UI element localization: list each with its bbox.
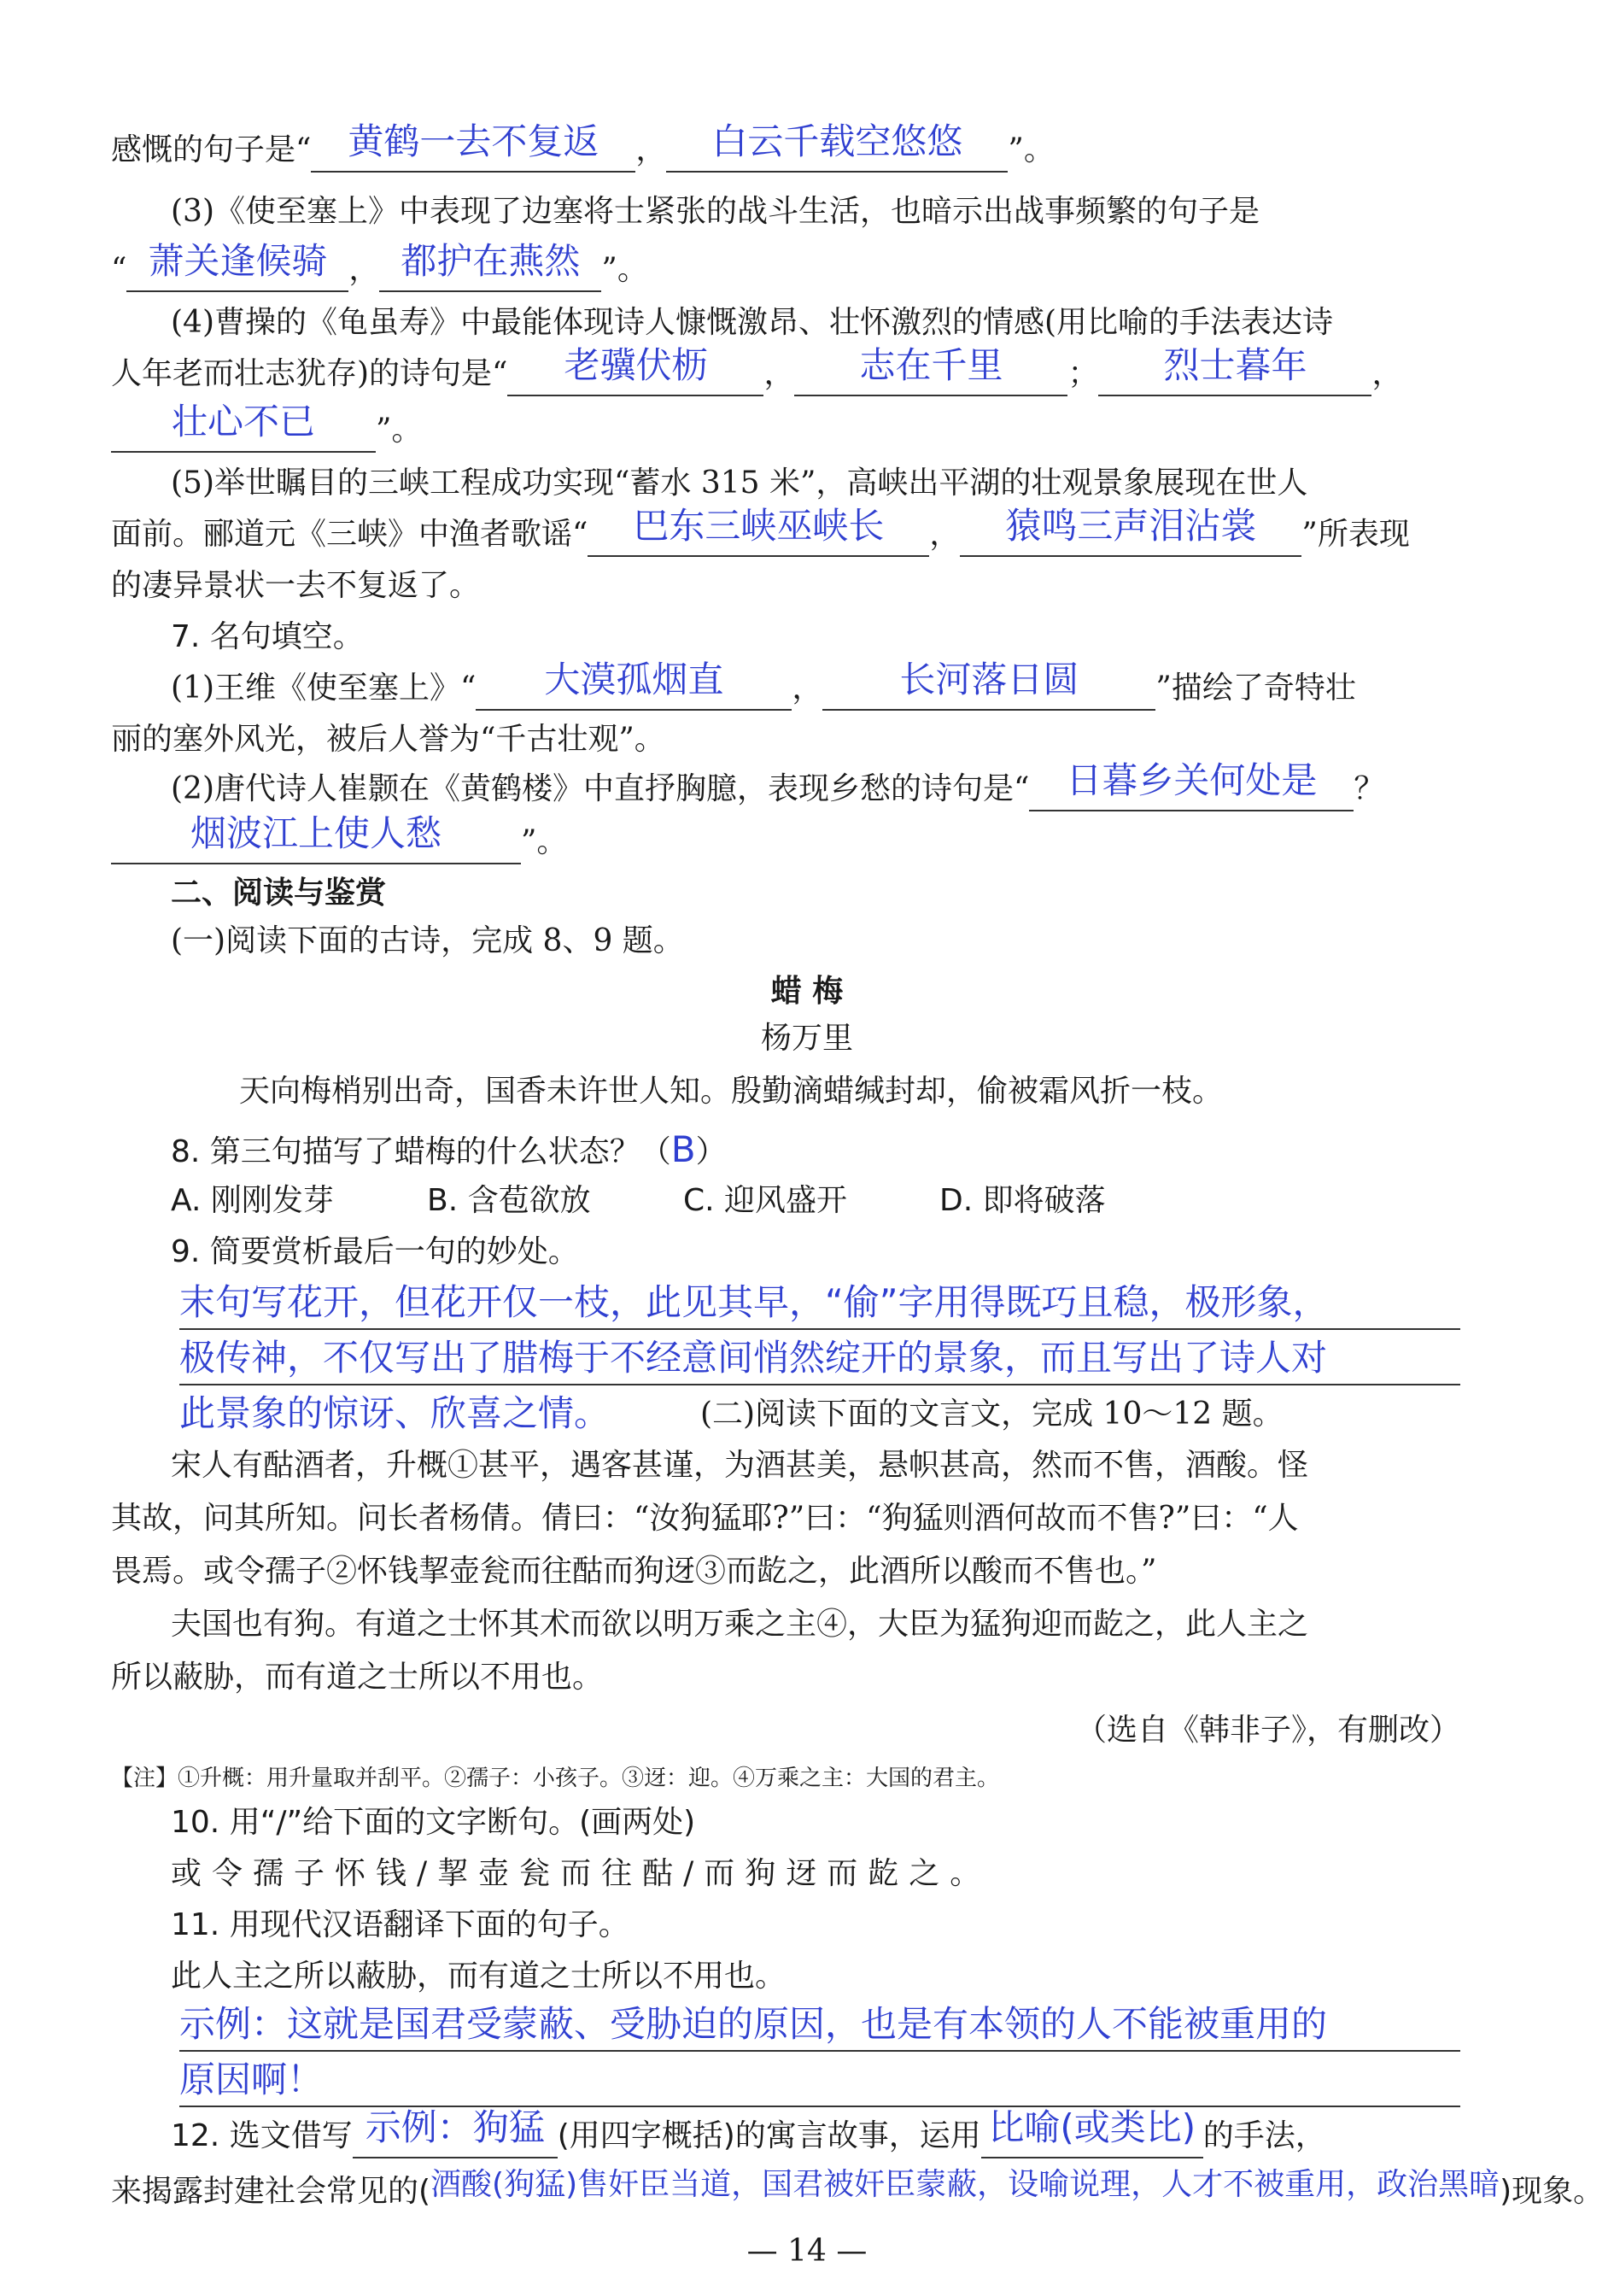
answer-blank: 壮心不已 <box>111 408 376 453</box>
answer-blank: 老骥伏枥 <box>507 352 763 396</box>
section-title: 二、阅读与鉴赏 <box>171 876 387 911</box>
q6-s4-text: (4)曹操的《龟虽寿》中最能体现诗人慷慨激昂、壮怀激烈的情感(用比喻的手法表达诗 <box>171 305 1334 340</box>
answer-blank: 萧关逢候骑 <box>126 248 348 292</box>
q6-s3-text: (3)《使至塞上》中表现了边塞将士紧张的战斗生活，也暗示出战事频繁的句子是 <box>171 194 1260 229</box>
q8-option-a: A. 刚刚发芽 <box>171 1183 334 1218</box>
q7-s2-line2: 烟波江上使人愁 ”。 <box>111 820 1460 864</box>
q7-s2: (2)唐代诗人崔颢在《黄鹤楼》中直抒胸臆，表现乡愁的诗句是“ 日暮乡关何处是 ？ <box>171 767 1520 811</box>
answer-blank: 黄鹤一去不复返 <box>311 128 635 173</box>
passage-note: 【注】①升概：用升量取并刮平。②孺子：小孩子。③迓：迎。④万乘之主：大国的君主。 <box>111 1766 1000 1791</box>
part1-intro: (一)阅读下面的古诗，完成 8、9 题。 <box>171 923 684 958</box>
q7-s1: (1)王维《使至塞上》“ 大漠孤烟直 ， 长河落日圆 ”描绘了奇特壮 <box>171 666 1520 711</box>
q6-s4-answers-2: 壮心不已 ”。 <box>111 408 1460 453</box>
passage-source: （选自《韩非子》，有删改） <box>1075 1713 1460 1748</box>
q11-answer-line-1: 示例：这就是国君受蒙蔽、受胁迫的原因，也是有本领的人不能被重用的 <box>179 1999 1460 2052</box>
q10-stem: 10. 用“/”给下面的文字断句。(画两处) <box>171 1805 696 1840</box>
answer-blank: 猿鸣三声泪沾裳 <box>960 512 1301 557</box>
q6-s5-line3: 的凄异景状一去不复返了。 <box>111 568 481 603</box>
q12-line2: 来揭露封建社会常见的(酒酸(狗猛)售奸臣当道，国君被奸臣蒙蔽，设喻说理，人才不被重用，政治黑暗)现象。 <box>111 2167 1605 2209</box>
q7-title: 7. 名句填空。 <box>171 619 364 654</box>
answer-blank: 大漠孤烟直 <box>476 666 792 711</box>
answer-blank: 巴东三峡巫峡长 <box>588 512 929 557</box>
poem-title: 蜡 梅 <box>770 974 844 1009</box>
q8-option-b: B. 含苞欲放 <box>427 1183 591 1218</box>
passage-p1-l3: 畏焉。或令孺子②怀钱挈壶瓮而往酤而狗迓③而龁之，此酒所以酸而不售也。” <box>111 1554 1157 1589</box>
q8-option-c: C. 迎风盛开 <box>683 1183 848 1218</box>
q12-line1: 12. 选文借写 示例：狗猛 (用四字概括)的寓言故事，运用 比喻(或类比) 的手法， <box>171 2114 1520 2158</box>
answer-blank: 烟波江上使人愁 <box>111 820 521 864</box>
q8-stem: 8. 第三句描写了蜡梅的什么状态？（B） <box>171 1128 727 1170</box>
q12-answer-3: 酒酸(狗猛)售奸臣当道，国君被奸臣蒙蔽，设喻说理，人才不被重用，政治黑暗 <box>430 2167 1500 2202</box>
passage-p1-l2: 其故，问其所知。问长者杨倩。倩曰：“汝狗猛耶?”曰：“狗猛则酒何故而不售?”曰：“人 <box>111 1501 1299 1536</box>
page-number: — 14 — <box>746 2234 868 2269</box>
q11-answer-line-2: 原因啊！ <box>179 2054 1460 2107</box>
answer-blank: 都护在燕然 <box>379 248 601 292</box>
answer-blank: 日暮乡关何处是 <box>1029 767 1354 811</box>
answer-blank: 烈士暮年 <box>1098 352 1371 396</box>
q6-s5-text: (5)举世瞩目的三峡工程成功实现“蓄水 315 米”，高峡出平湖的壮观景象展现在世人 <box>171 466 1308 501</box>
q7-s1-line2: 丽的塞外风光，被后人誉为“千古壮观”。 <box>111 722 665 757</box>
q6-s4-answers: 人年老而壮志犹存)的诗句是“ 老骥伏枥 ， 志在千里 ； 烈士暮年 ， <box>111 352 1460 396</box>
q9-answer-line-2: 极传神，不仅写出了腊梅于不经意间悄然绽开的景象，而且写出了诗人对 <box>179 1332 1460 1385</box>
q6-s3-answers: “ 萧关逢候骑 ， 都护在燕然 ”。 <box>111 248 1460 292</box>
answer-blank: 白云千载空悠悠 <box>666 128 1008 173</box>
passage-p1-l1: 宋人有酤酒者，升概①甚平，遇客甚谨，为酒甚美，悬帜甚高，然而不售，酒酸。怪 <box>171 1448 1309 1483</box>
passage-p2-l2: 所以蔽胁，而有道之士所以不用也。 <box>111 1660 604 1695</box>
q6-s5-answers: 面前。郦道元《三峡》中渔者歌谣“ 巴东三峡巫峡长 ， 猿鸣三声泪沾裳 ”所表现 <box>111 512 1460 557</box>
answer-blank: 比喻(或类比) <box>981 2114 1203 2158</box>
passage-p2-l1: 夫国也有狗。有道之士怀其术而欲以明万乘之主④，大臣为猛狗迎而龁之，此人主之 <box>171 1607 1309 1642</box>
part2-intro: (二)阅读下面的文言文，完成 10～12 题。 <box>700 1397 1284 1432</box>
q11-sentence: 此人主之所以蔽胁，而有道之士所以不用也。 <box>171 1959 787 1994</box>
answer-blank: 示例：狗猛 <box>353 2114 558 2158</box>
q9-answer-line-3: 此景象的惊讶、欣喜之情。 <box>179 1392 611 1434</box>
q8-options <box>171 1179 1520 1223</box>
q6-line1: 感慨的句子是“ 黄鹤一去不复返 ， 白云千载空悠悠 ”。 <box>111 128 1460 173</box>
poem-text: 天向梅梢别出奇，国香未许世人知。殷勤滴蜡缄封却，偷被霜风折一枝。 <box>239 1074 1224 1109</box>
q9-answer-line-1: 末句写花开，但花开仅一枝，此见其早，“偷”字用得既巧且稳，极形象， <box>179 1277 1460 1330</box>
q11-stem: 11. 用现代汉语翻译下面的句子。 <box>171 1907 629 1942</box>
q9-stem: 9. 简要赏析最后一句的妙处。 <box>171 1234 579 1269</box>
q8-option-d: D. 即将破落 <box>939 1183 1106 1218</box>
answer-blank: 长河落日圆 <box>822 666 1155 711</box>
answer-blank: 志在千里 <box>794 352 1067 396</box>
poem-author: 杨万里 <box>760 1021 853 1056</box>
q10-sentence: 或令孺子怀钱/挈壶瓮而往酤/而狗迓而龁之。 <box>171 1856 991 1891</box>
q8-answer: B <box>670 1128 696 1170</box>
